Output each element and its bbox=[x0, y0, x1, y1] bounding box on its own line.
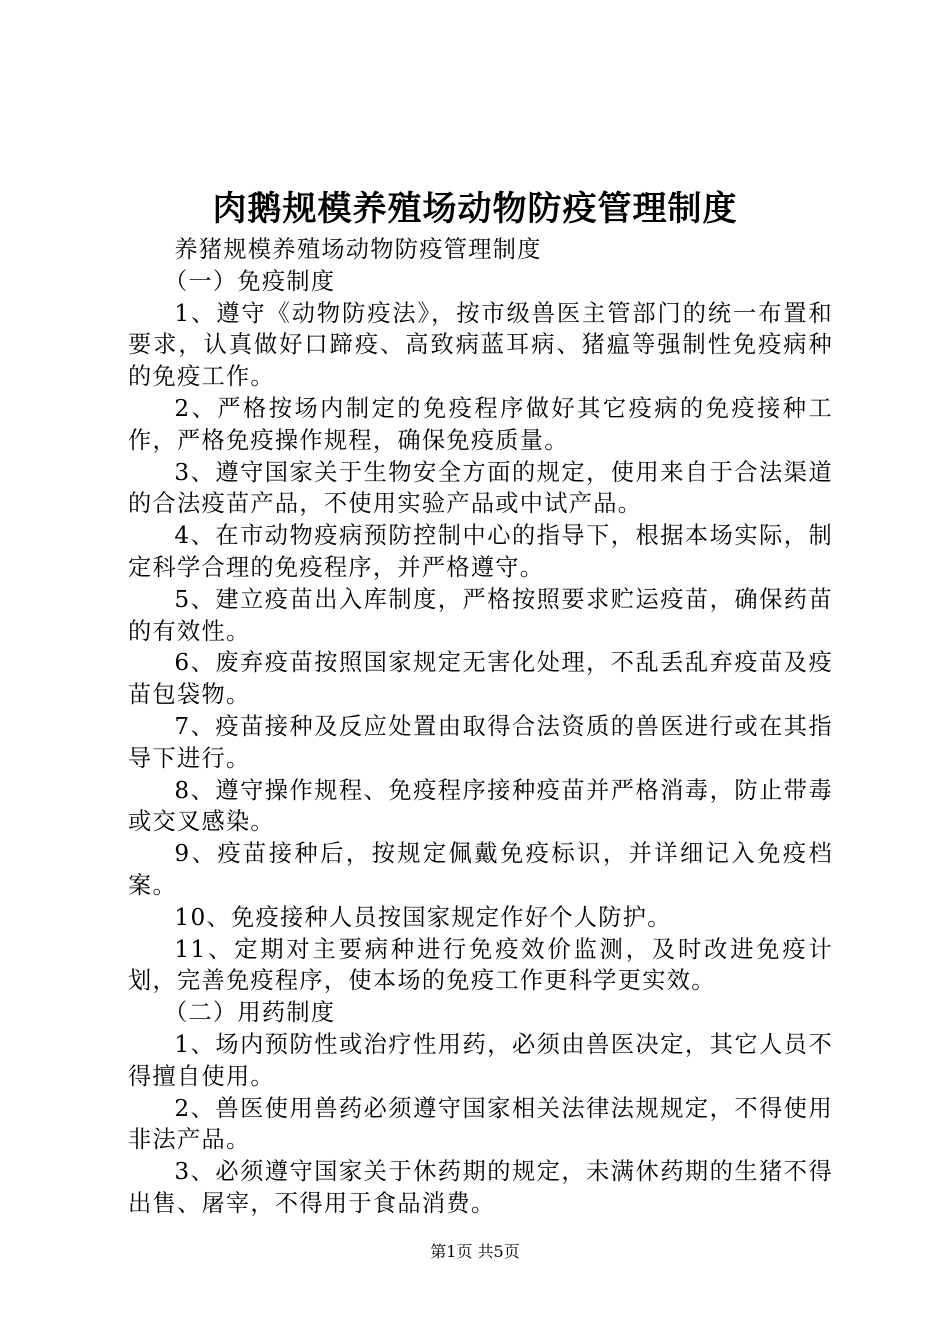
medication-item-1: 1、场内预防性或治疗性用药，必须由兽医决定，其它人员不得擅自使用。 bbox=[128, 1030, 833, 1090]
medication-item-3: 3、必须遵守国家关于休药期的规定，未满休药期的生猪不得出售、屠宰，不得用于食品消费。 bbox=[128, 1158, 833, 1217]
immunization-item-6: 6、废弃疫苗按照国家规定无害化处理，不乱丢乱弃疫苗及疫苗包袋物。 bbox=[128, 649, 833, 709]
medication-item-2: 2、兽医使用兽药必须遵守国家相关法律法规规定，不得使用非法产品。 bbox=[128, 1094, 833, 1154]
immunization-item-11: 11、定期对主要病种进行免疫效价监测，及时改进免疫计划，完善免疫程序，使本场的免疫工作更科学更实效。 bbox=[128, 935, 833, 995]
immunization-item-5: 5、建立疫苗出入库制度，严格按照要求贮运疫苗，确保药苗的有效性。 bbox=[128, 585, 833, 645]
immunization-item-2: 2、严格按场内制定的免疫程序做好其它疫病的免疫接种工作，严格免疫操作规程，确保免疫质量。 bbox=[128, 394, 833, 454]
document-title: 肉鹅规模养殖场动物防疫管理制度 bbox=[212, 189, 738, 229]
document-body bbox=[128, 234, 833, 1220]
page-footer: 第1页 共5页 bbox=[430, 1242, 520, 1261]
immunization-item-8: 8、遵守操作规程、免疫程序接种疫苗并严格消毒，防止带毒或交叉感染。 bbox=[128, 776, 833, 836]
immunization-item-3: 3、遵守国家关于生物安全方面的规定，使用来自于合法渠道的合法疫苗产品，不使用实验产品或中试产品。 bbox=[128, 458, 833, 518]
immunization-item-7: 7、疫苗接种及反应处置由取得合法资质的兽医进行或在其指导下进行。 bbox=[128, 712, 833, 772]
section-heading-immunization: （一）免疫制度 bbox=[163, 267, 336, 295]
immunization-item-4: 4、在市动物疫病预防控制中心的指导下，根据本场实际，制定科学合理的免疫程序，并严格遵守。 bbox=[128, 522, 833, 581]
immunization-item-1: 1、遵守《动物防疫法》，按市级兽医主管部门的统一布置和要求，认真做好口蹄疫、高致病蓝耳病、猪瘟等强制性免疫病种的免疫工作。 bbox=[128, 299, 833, 391]
immunization-item-9: 9、疫苗接种后，按规定佩戴免疫标识，并详细记入免疫档案。 bbox=[128, 840, 833, 899]
document-subtitle: 养猪规模养殖场动物防疫管理制度 bbox=[174, 236, 542, 263]
immunization-item-10: 10、免疫接种人员按国家规定作好个人防护。 bbox=[174, 903, 672, 931]
section-heading-medication: （二）用药制度 bbox=[163, 999, 336, 1027]
